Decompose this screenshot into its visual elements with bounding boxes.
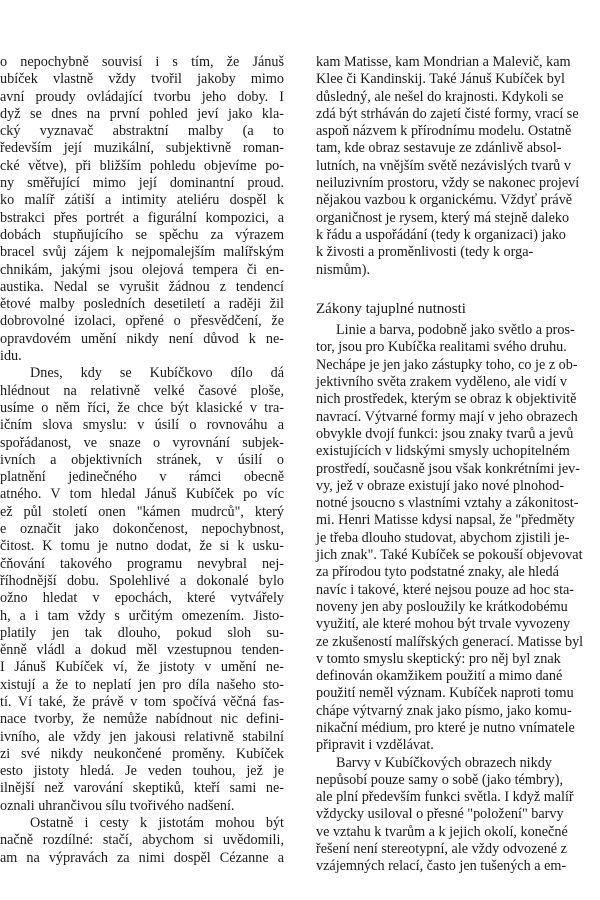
text-line: opravdovém umění nikdy není důvod k ne-	[0, 330, 284, 347]
text-line: navíc i takové, které nejsou pouze ad hoc sta-	[316, 581, 575, 598]
text-line: nich prostředek, kterým se obraz k objektivitě	[316, 391, 577, 408]
text-line: čňování takového programu nevybral nej-	[0, 555, 284, 572]
text-line: nikační médium, pro které je nutno vnímatele	[316, 719, 575, 736]
section-heading: Zákony tajuplné nutnosti	[316, 301, 466, 318]
text-line: za přírodou tyto podstatné znaky, ale hledá	[316, 564, 559, 581]
text-line: idu.	[0, 348, 22, 365]
text-line: k řádu a uspořádání (tedy k organizaci) jako	[316, 226, 566, 243]
text-line: definován okamžikem použití a mimo dané	[316, 668, 563, 685]
text-line: Klee či Kandinskij. Také Jánuš Kubíček byl	[316, 71, 565, 88]
text-line: nismům).	[316, 261, 370, 278]
text-line: hlédnout na relativně velké časové ploše,	[0, 382, 284, 399]
text-line: o nepochybně souvisí i s tím, že Jánuš	[0, 54, 284, 70]
text-line: tam, kde obraz sestavuje ze zdánlivě absol-	[316, 140, 562, 157]
text-line: ěnně vládl a dokud měl vzestupnou tenden-	[0, 642, 284, 659]
text-line: chápe výtvarný znak jako písmo, jako komu-	[316, 702, 572, 719]
text-line: notné jsoucno s vlastními vztahy a zákonitost-	[316, 495, 579, 512]
text-line: esto jistoty hledá. Je veden touhou, jež je	[0, 763, 284, 780]
text-line: použití neměl význam. Kubíček naproti tomu	[316, 685, 574, 702]
text-line: k živosti a proměnlivosti (tedy k orga-	[316, 244, 534, 261]
text-line: ko malíř zátiší a intimity ateliéru dospěl k	[0, 192, 284, 209]
text-line: ubíček vlastně vždy tvořil jakoby mimo	[0, 71, 284, 88]
text-line: nace tvorby, že nemůže nabídnout nic defini-	[0, 711, 284, 728]
text-line: vzájemných relací, často jen tušených a em-	[316, 858, 567, 875]
text-line: usíme o něm říci, že chce být klasické v tra-	[0, 399, 284, 416]
text-line: využití, ale které mohou být trvale vyvozeny	[316, 616, 571, 633]
paragraph-start-line: Linie a barva, podobně jako světlo a pros-	[336, 322, 575, 339]
text-line: dyž se dnes na první pohled jeví jako kla-	[0, 105, 284, 122]
text-line: připravit i vzdělávat.	[316, 737, 434, 754]
text-line: bracel svůj zájem k nejpomalejším malířským	[0, 244, 284, 261]
text-line: říhodnější dobu. Spolehlivé a dokonalé bylo	[0, 572, 284, 589]
text-line: aspoň názvem k přírodnímu modelu. Ostatně	[316, 123, 572, 140]
text-line: tí. Ví také, že právě v tom spočívá věčná fas-	[0, 693, 284, 710]
text-line: h, a i tam vždy s určitým omezením. Jisto-	[0, 607, 284, 624]
text-line: atného. V tom hledal Jánuš Kubíček po víc	[0, 486, 284, 503]
text-line: xistují a že to neplatí jen pro díla našeho sto-	[0, 676, 284, 693]
text-line: platily jen tak dlouho, pokud sloh su-	[0, 624, 284, 641]
paragraph-start-line: Dnes, kdy se Kubíčkovo dílo dá	[30, 365, 284, 382]
text-line: jektivního světa zrakem vyděleno, ale vidí v	[316, 374, 567, 391]
text-line: čitost. K tomu je nutno dodat, že si k usku-	[0, 538, 284, 555]
text-line: prostředí, současně jsou však konkrétními jev-	[316, 460, 580, 477]
text-line: neiluzivním prostoru, vždy se nakonec projeví	[316, 175, 580, 192]
text-line: e označit jako dokončenost, nepochybnost,	[0, 521, 284, 538]
text-line: jich znak". Také Kubíček se pokouší objevovat	[316, 547, 583, 564]
text-line: spořádanost, ve snaze o vyrovnání subjek-	[0, 434, 284, 451]
text-line: ze zkušeností malířských generací. Matisse byl	[316, 633, 584, 650]
text-line: ičním slova smyslu: v úsilí o rovnováhu a	[0, 417, 284, 434]
text-line: ve vztahu k tvarům a k jejich okolí, konečné	[316, 823, 568, 840]
left-text-column	[0, 54, 299, 894]
text-line: načně rozdílné: stačí, abychom si uvědomili,	[0, 832, 284, 849]
text-line: organičnost je rysem, který má stejně daleko	[316, 209, 570, 226]
text-line: nepůsobí pouze samy o sobě (jako témbry),	[316, 771, 564, 788]
text-line: v tomto smyslu skeptický: pro něj byl znak	[316, 650, 561, 667]
text-line: ředevším její muzikální, subjektivně roman-	[0, 140, 284, 157]
text-line: ale plní především funkci světla. I když malíř	[316, 789, 574, 806]
text-line: ivního, ale vždy jen jakousi relativně stabilní	[0, 728, 284, 745]
text-line: bstrakci přes portrét a figurální kompozici, a	[0, 209, 284, 226]
text-line: důsledný, ale nešel do krajnosti. Kdykoli se	[316, 88, 564, 105]
text-line: navrací. Výtvarné formy mají v jeho obrazech	[316, 408, 578, 425]
text-line: řešení není stereotypní, ale vždy odvozené z	[316, 841, 567, 858]
text-line: I Jánuš Kubíček ví, že jistoty v umění ne-	[0, 659, 284, 676]
text-line: zdá být strháván do zajetí čisté formy, vrací se	[316, 105, 579, 122]
text-line: zi své nikdy neukončené proměny. Kubíček	[0, 745, 284, 762]
text-line: Nechápe je jen jako zástupky toho, co je z ob-	[316, 356, 578, 373]
text-line: obvykle dvojí funkci: jsou znaky tvarů a jevů	[316, 425, 574, 442]
text-line: am na výpravách za nimi dospěl Cézanne a	[0, 849, 284, 866]
text-line: ětové malby posledních desetiletí a raději žil	[0, 296, 284, 313]
text-line: dobách stupňujícího se spěchu za výrazem	[0, 226, 284, 243]
text-line: ivních a objektivních stránek, v úsilí o	[0, 451, 284, 468]
section-spacer	[306, 279, 600, 296]
text-line: ilnější než varování skeptiků, kteří sami ne-	[0, 780, 284, 797]
paragraph-start-line: Ostatně i cesty k jistotám mohou být	[30, 815, 284, 832]
text-line: nějakou vazbou k organickému. Vždyť právě	[316, 192, 573, 209]
text-line: ež půl století onen "kámen mudrců", který	[0, 503, 284, 520]
text-line: cké větve), při bližším pohledu objevíme po-	[0, 157, 284, 174]
text-line: cký vyznavač abstraktní malby (a to	[0, 123, 284, 140]
text-line: chnikám, jakými jsou olejová tempera či en-	[0, 261, 284, 278]
text-line: vždycky usiloval o přesné "položení" barvy	[316, 806, 564, 823]
text-line: kam Matisse, kam Mondrian a Malevič, kam	[316, 54, 571, 70]
text-line: ny směřující mimo její dominantní proud.	[0, 175, 284, 192]
text-line: dobrovolné izolaci, opřené o přesvědčení, že	[0, 313, 284, 330]
text-line: platnění jedinečného v rámci obecně	[0, 469, 284, 486]
text-line: oznali uhrančivou sílu tvořivého nadšení.	[0, 797, 235, 814]
text-line: ožno hledat v epochách, které vytvářely	[0, 590, 284, 607]
text-line: lutních, na vnějším světě nezávislých tvarů v	[316, 157, 571, 174]
text-line: austika. Nedal se vyrušit žádnou z tendencí	[0, 278, 284, 295]
text-line: noveny jen aby posloužily ke krátkodobému	[316, 598, 568, 615]
text-line: je třeba dlouho studovat, abychom zjistili je-	[316, 529, 570, 546]
text-line: existujících v lidskými smysly uchopitelném	[316, 443, 570, 460]
text-line: tor, jsou pro Kubíčka realitami svého druhu.	[316, 339, 567, 356]
text-line: mi. Henri Matisse kdysi napsal, že "předměty	[316, 512, 575, 529]
right-text-column	[306, 54, 600, 894]
text-line: avní proudy ovládající tvorbu jeho doby. I	[0, 88, 284, 105]
paragraph-start-line: Barvy v Kubíčkových obrazech nikdy	[336, 754, 552, 771]
text-line: vy, jež v obraze existují jako nové plnohod-	[316, 477, 565, 494]
